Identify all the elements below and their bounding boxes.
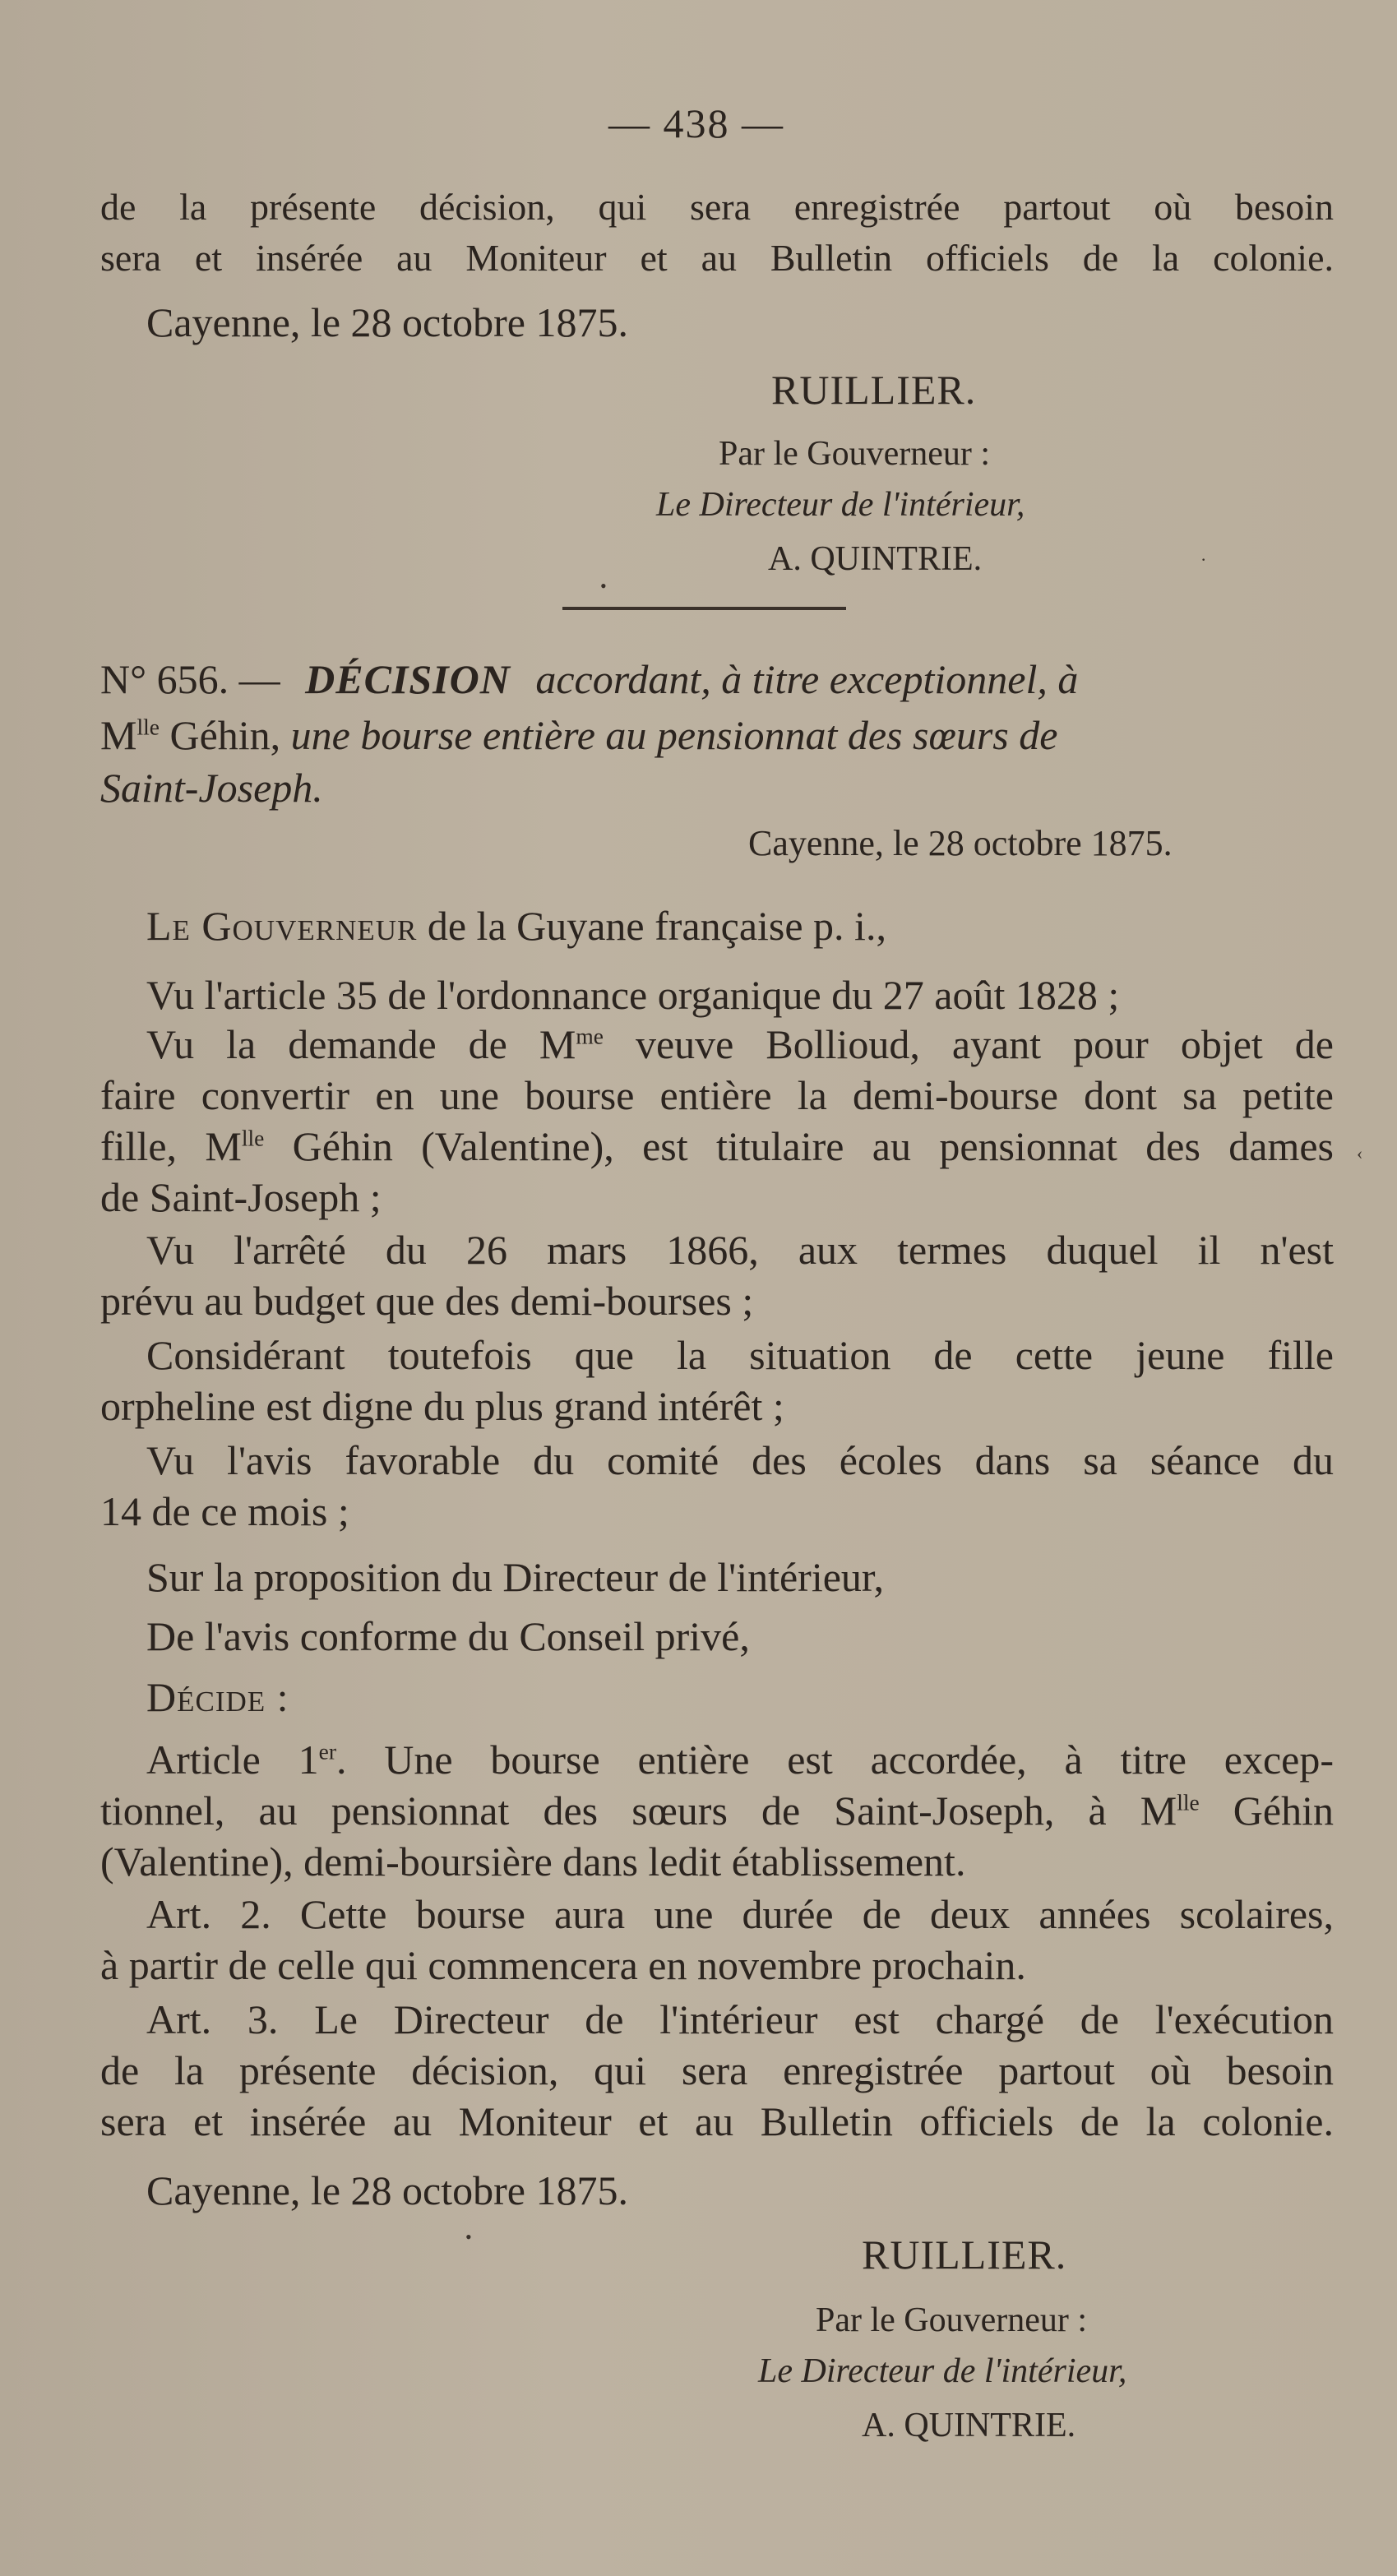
date-line: Cayenne, le 28 octobre 1875.	[146, 2167, 628, 2213]
text-line: Art. 2. Cette bourse aura une durée de deux années scolaires,	[146, 1891, 1334, 1937]
print-speck: ·	[1200, 549, 1207, 570]
print-speck: •	[600, 576, 607, 596]
text-line: prévu au budget que des demi-bourses ;	[100, 1278, 754, 1324]
text-line: de la présente décision, qui sera enregistrée partout où besoin	[100, 2047, 1334, 2093]
signature-by: Par le Gouverneur :	[719, 435, 991, 473]
text-line: orpheline est digne du plus grand intérêt ;	[100, 1383, 784, 1429]
print-speck: ‹	[1357, 1143, 1363, 1163]
text-line: Considérant toutefois que la situation de cette jeune fille	[146, 1332, 1334, 1378]
decision-title-word: DÉCISION	[305, 656, 511, 702]
decide-label: Décide :	[146, 1674, 289, 1720]
text-line: sera et insérée au Moniteur et au Bulletin officiels de la colonie.	[100, 237, 1334, 279]
decision-heading	[100, 654, 1334, 704]
signature-office: Le Directeur de l'intérieur,	[758, 2352, 1127, 2390]
text-line: sera et insérée au Moniteur et au Bulletin officiels de la colonie.	[100, 2098, 1334, 2144]
text-line: tionnel, au pensionnat des sœurs de Saint-Joseph, à $M^{lle}$ Géhin	[100, 1787, 1334, 1834]
text-line: à partir de celle qui commencera en novembre prochain.	[100, 1942, 1026, 1988]
text-line: (Valentine), demi-boursière dans ledit établissement.	[100, 1838, 966, 1885]
section-divider	[562, 607, 846, 610]
text-line: de Saint-Joseph ;	[100, 1174, 382, 1220]
text-line: Art. 3. Le Directeur de l'intérieur est chargé de l'exécution	[146, 1996, 1334, 2042]
signature-name: RUILLIER.	[771, 367, 977, 413]
text-line: Vu l'article 35 de l'ordonnance organique du 27 août 1828 ;	[146, 972, 1120, 1018]
text-line: 14 de ce mois ;	[100, 1488, 349, 1534]
text-line: faire convertir en une bourse entière la demi-bourse dont sa petite	[100, 1072, 1334, 1118]
decision-number: N° 656. —	[100, 656, 280, 702]
date-line: Cayenne, le 28 octobre 1875.	[146, 299, 628, 345]
text-line: Vu la demande de $M^{me}$ veuve Bollioud, ayant pour objet de	[146, 1021, 1335, 1067]
decision-title-rest: accordant, à titre exceptionnel, à	[535, 656, 1079, 702]
page-number: — 438 —	[608, 100, 784, 146]
text-line: fille, $M^{lle}$ Géhin (Valentine), est titulaire au pensionnat des dames	[100, 1123, 1334, 1169]
governor-line: Le Gouverneur de la Guyane française p. i.,	[146, 903, 886, 949]
text-line: Vu l'avis favorable du comité des écoles dans sa séance du	[146, 1437, 1334, 1483]
signature-by: Par le Gouverneur :	[816, 2301, 1088, 2339]
decision-date: Cayenne, le 28 octobre 1875.	[748, 823, 1173, 863]
signature-signer: A. QUINTRIE.	[862, 2407, 1076, 2444]
decision-heading-line2: $M^{lle}$ Géhin, une bourse entière au pensionnat des sœurs de	[100, 712, 1058, 758]
text-line: de la présente décision, qui sera enregistrée partout où besoin	[100, 186, 1334, 228]
signature-office: Le Directeur de l'intérieur,	[656, 486, 1025, 524]
text-line: Sur la proposition du Directeur de l'intérieur,	[146, 1554, 885, 1600]
signature-signer: A. QUINTRIE.	[768, 540, 983, 578]
print-speck: •	[465, 2227, 472, 2247]
decision-heading-line3: Saint-Joseph.	[100, 765, 323, 811]
signature-name: RUILLIER.	[862, 2231, 1067, 2278]
text-line: Article 1er. Une bourse entière est accordée, à titre excep-	[146, 1737, 1334, 1783]
text-line: Vu l'arrêté du 26 mars 1866, aux termes duquel il n'est	[146, 1227, 1334, 1273]
text-line: De l'avis conforme du Conseil privé,	[146, 1613, 750, 1659]
